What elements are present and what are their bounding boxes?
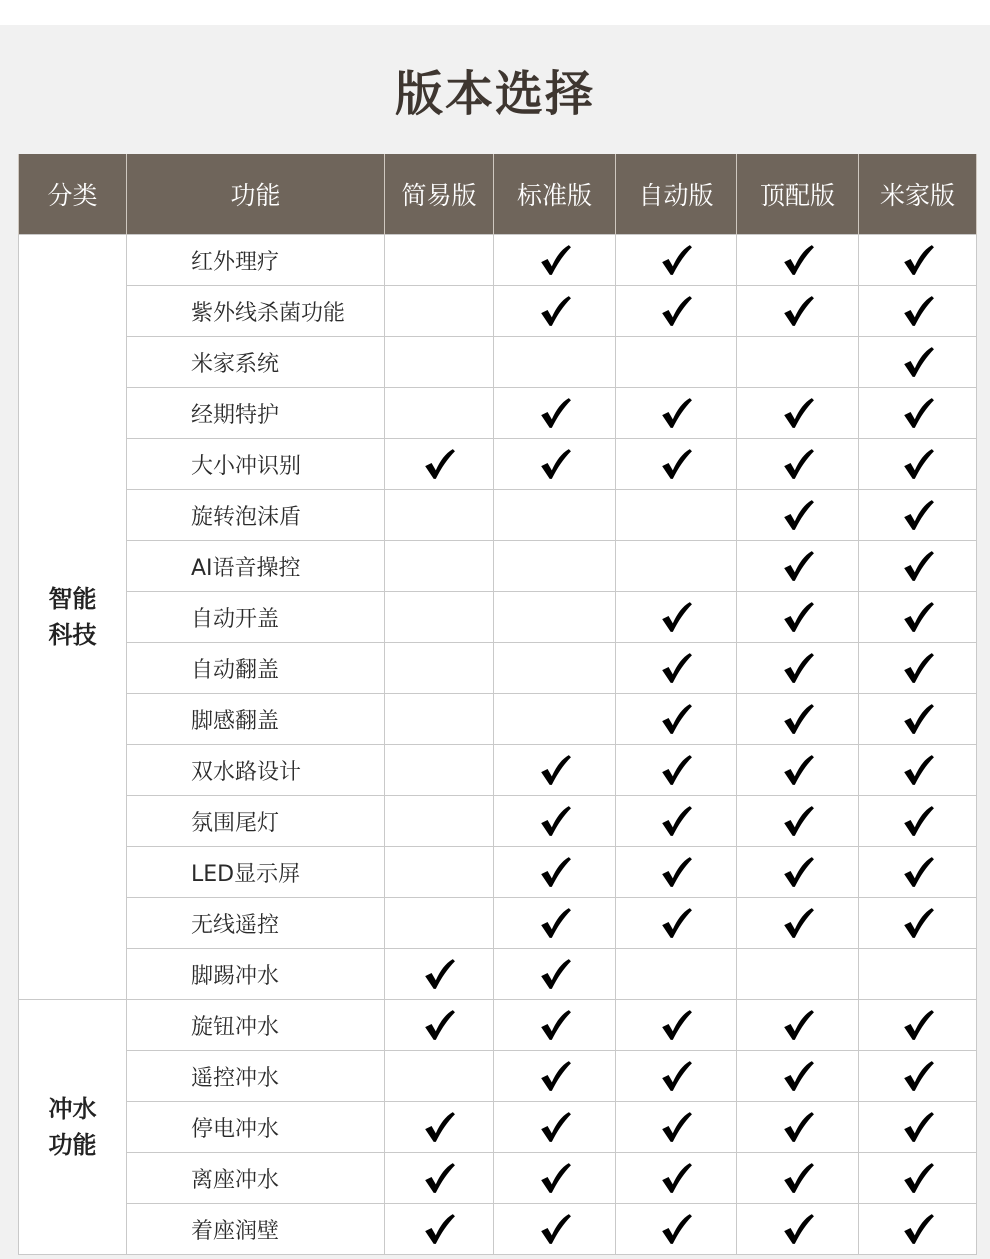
checkmark-icon <box>422 448 456 480</box>
feature-name: 双水路设计 <box>127 745 385 796</box>
checkmark-icon <box>781 1162 815 1194</box>
check-cell <box>494 1153 616 1204</box>
check-cell <box>616 898 737 949</box>
checkmark-icon <box>538 1111 572 1143</box>
checkmark-icon <box>659 295 693 327</box>
checkmark-icon <box>538 448 572 480</box>
check-cell <box>737 847 859 898</box>
check-cell <box>737 745 859 796</box>
feature-name: 离座冲水 <box>127 1153 385 1204</box>
empty-cell <box>385 388 494 439</box>
check-cell <box>494 439 616 490</box>
check-cell <box>616 592 737 643</box>
check-cell <box>859 898 977 949</box>
category-cell <box>19 1000 127 1255</box>
table-row <box>19 541 977 592</box>
feature-name: 遥控冲水 <box>127 1051 385 1102</box>
category-label-line: 功能 <box>48 1131 97 1159</box>
checkmark-icon <box>781 1009 815 1041</box>
check-cell <box>616 1051 737 1102</box>
checkmark-icon <box>781 652 815 684</box>
check-cell <box>859 1204 977 1255</box>
feature-name: 旋钮冲水 <box>127 1000 385 1051</box>
version-comparison-table <box>18 154 977 1255</box>
page-title: 版本选择 <box>394 66 595 122</box>
category-label-line: 科技 <box>48 621 97 649</box>
check-cell <box>616 439 737 490</box>
check-cell <box>859 235 977 286</box>
checkmark-icon <box>781 1111 815 1143</box>
checkmark-icon <box>781 805 815 837</box>
check-cell <box>737 1204 859 1255</box>
checkmark-icon <box>659 1213 693 1245</box>
check-cell <box>859 694 977 745</box>
checkmark-icon <box>781 295 815 327</box>
check-cell <box>859 490 977 541</box>
checkmark-icon <box>659 856 693 888</box>
check-cell <box>859 439 977 490</box>
empty-cell <box>616 949 737 1000</box>
checkmark-icon <box>422 1162 456 1194</box>
check-cell <box>737 286 859 337</box>
check-cell <box>737 1000 859 1051</box>
empty-cell <box>385 796 494 847</box>
check-cell <box>859 388 977 439</box>
checkmark-icon <box>901 1060 935 1092</box>
checkmark-icon <box>659 703 693 735</box>
empty-cell <box>385 541 494 592</box>
checkmark-icon <box>659 1060 693 1092</box>
checkmark-icon <box>781 397 815 429</box>
empty-cell <box>385 490 494 541</box>
checkmark-icon <box>422 1009 456 1041</box>
feature-name: 停电冲水 <box>127 1102 385 1153</box>
checkmark-icon <box>901 1111 935 1143</box>
table-row <box>19 1051 977 1102</box>
table-body <box>19 235 977 1255</box>
empty-cell <box>494 490 616 541</box>
empty-cell <box>385 847 494 898</box>
check-cell <box>859 796 977 847</box>
category-label-line: 冲水 <box>48 1095 97 1123</box>
check-cell <box>616 1153 737 1204</box>
header-simple-version: 简易版 <box>385 154 494 235</box>
check-cell <box>494 388 616 439</box>
empty-cell <box>385 592 494 643</box>
check-cell <box>737 1102 859 1153</box>
check-cell <box>385 1153 494 1204</box>
feature-name: 紫外线杀菌功能 <box>127 286 385 337</box>
checkmark-icon <box>901 652 935 684</box>
empty-cell <box>494 592 616 643</box>
check-cell <box>859 592 977 643</box>
feature-name: 脚感翻盖 <box>127 694 385 745</box>
header-row <box>19 154 977 235</box>
check-cell <box>494 898 616 949</box>
checkmark-icon <box>901 754 935 786</box>
checkmark-icon <box>781 1213 815 1245</box>
checkmark-icon <box>659 652 693 684</box>
table-row <box>19 796 977 847</box>
table-row <box>19 439 977 490</box>
check-cell <box>737 1051 859 1102</box>
checkmark-icon <box>781 499 815 531</box>
empty-cell <box>616 541 737 592</box>
checkmark-icon <box>659 1111 693 1143</box>
check-cell <box>859 847 977 898</box>
table-row <box>19 337 977 388</box>
check-cell <box>494 847 616 898</box>
checkmark-icon <box>659 805 693 837</box>
checkmark-icon <box>538 244 572 276</box>
empty-cell <box>616 337 737 388</box>
checkmark-icon <box>538 856 572 888</box>
checkmark-icon <box>901 397 935 429</box>
check-cell <box>494 1051 616 1102</box>
check-cell <box>859 1051 977 1102</box>
header-mijia-version: 米家版 <box>859 154 977 235</box>
checkmark-icon <box>901 907 935 939</box>
table-row <box>19 694 977 745</box>
empty-cell <box>385 1051 494 1102</box>
check-cell <box>385 439 494 490</box>
check-cell <box>385 1102 494 1153</box>
feature-name: 经期特护 <box>127 388 385 439</box>
empty-cell <box>494 643 616 694</box>
table-row <box>19 1153 977 1204</box>
feature-name: 大小冲识别 <box>127 439 385 490</box>
checkmark-icon <box>901 805 935 837</box>
table-row <box>19 847 977 898</box>
check-cell <box>859 1000 977 1051</box>
empty-cell <box>859 949 977 1000</box>
checkmark-icon <box>659 601 693 633</box>
header-top-version: 顶配版 <box>737 154 859 235</box>
check-cell <box>737 388 859 439</box>
header-standard-version: 标准版 <box>494 154 616 235</box>
check-cell <box>737 235 859 286</box>
table-row <box>19 235 977 286</box>
check-cell <box>859 541 977 592</box>
checkmark-icon <box>659 1009 693 1041</box>
checkmark-icon <box>781 754 815 786</box>
check-cell <box>616 694 737 745</box>
category-cell <box>19 235 127 1000</box>
check-cell <box>385 949 494 1000</box>
empty-cell <box>616 490 737 541</box>
category-label-line: 智能 <box>48 585 97 613</box>
checkmark-icon <box>659 907 693 939</box>
checkmark-icon <box>901 346 935 378</box>
empty-cell <box>494 541 616 592</box>
checkmark-icon <box>538 805 572 837</box>
checkmark-icon <box>901 1009 935 1041</box>
checkmark-icon <box>422 958 456 990</box>
checkmark-icon <box>659 754 693 786</box>
check-cell <box>737 1153 859 1204</box>
table-row <box>19 745 977 796</box>
feature-name: 米家系统 <box>127 337 385 388</box>
table-row <box>19 1204 977 1255</box>
check-cell <box>494 286 616 337</box>
checkmark-icon <box>901 601 935 633</box>
check-cell <box>616 235 737 286</box>
check-cell <box>737 490 859 541</box>
check-cell <box>859 745 977 796</box>
checkmark-icon <box>538 958 572 990</box>
check-cell <box>494 796 616 847</box>
table-row <box>19 898 977 949</box>
checkmark-icon <box>781 601 815 633</box>
check-cell <box>859 1153 977 1204</box>
check-cell <box>385 1204 494 1255</box>
empty-cell <box>494 694 616 745</box>
feature-name: LED显示屏 <box>127 847 385 898</box>
check-cell <box>737 439 859 490</box>
checkmark-icon <box>781 703 815 735</box>
checkmark-icon <box>901 499 935 531</box>
checkmark-icon <box>659 1162 693 1194</box>
empty-cell <box>737 337 859 388</box>
check-cell <box>616 796 737 847</box>
empty-cell <box>737 949 859 1000</box>
header-feature: 功能 <box>127 154 385 235</box>
feature-name: 红外理疗 <box>127 235 385 286</box>
checkmark-icon <box>538 907 572 939</box>
check-cell <box>737 643 859 694</box>
checkmark-icon <box>538 1162 572 1194</box>
table-row <box>19 1102 977 1153</box>
check-cell <box>494 1000 616 1051</box>
empty-cell <box>385 235 494 286</box>
check-cell <box>859 1102 977 1153</box>
checkmark-icon <box>901 1213 935 1245</box>
header-category: 分类 <box>19 154 127 235</box>
checkmark-icon <box>781 856 815 888</box>
check-cell <box>616 286 737 337</box>
checkmark-icon <box>659 448 693 480</box>
check-cell <box>616 643 737 694</box>
checkmark-icon <box>901 856 935 888</box>
checkmark-icon <box>538 754 572 786</box>
checkmark-icon <box>538 1213 572 1245</box>
check-cell <box>737 796 859 847</box>
check-cell <box>494 949 616 1000</box>
empty-cell <box>385 337 494 388</box>
check-cell <box>616 388 737 439</box>
checkmark-icon <box>422 1213 456 1245</box>
empty-cell <box>385 898 494 949</box>
table-row <box>19 286 977 337</box>
check-cell <box>737 541 859 592</box>
checkmark-icon <box>538 397 572 429</box>
check-cell <box>494 745 616 796</box>
table-row <box>19 592 977 643</box>
check-cell <box>737 592 859 643</box>
checkmark-icon <box>781 907 815 939</box>
check-cell <box>616 1000 737 1051</box>
checkmark-icon <box>781 244 815 276</box>
empty-cell <box>385 286 494 337</box>
checkmark-icon <box>538 1009 572 1041</box>
checkmark-icon <box>659 244 693 276</box>
checkmark-icon <box>901 1162 935 1194</box>
check-cell <box>616 847 737 898</box>
checkmark-icon <box>538 1060 572 1092</box>
check-cell <box>859 337 977 388</box>
feature-name: 氛围尾灯 <box>127 796 385 847</box>
table-row <box>19 949 977 1000</box>
feature-name: 旋转泡沫盾 <box>127 490 385 541</box>
check-cell <box>616 1204 737 1255</box>
checkmark-icon <box>659 397 693 429</box>
header-auto-version: 自动版 <box>616 154 737 235</box>
checkmark-icon <box>781 550 815 582</box>
feature-name: 自动翻盖 <box>127 643 385 694</box>
check-cell <box>616 745 737 796</box>
checkmark-icon <box>901 295 935 327</box>
feature-name: AI语音操控 <box>127 541 385 592</box>
table-row <box>19 490 977 541</box>
empty-cell <box>385 694 494 745</box>
feature-name: 自动开盖 <box>127 592 385 643</box>
empty-cell <box>494 337 616 388</box>
table-header <box>19 154 977 235</box>
feature-name: 脚踢冲水 <box>127 949 385 1000</box>
table-row <box>19 1000 977 1051</box>
checkmark-icon <box>538 295 572 327</box>
checkmark-icon <box>901 550 935 582</box>
checkmark-icon <box>901 448 935 480</box>
empty-cell <box>385 643 494 694</box>
checkmark-icon <box>781 448 815 480</box>
empty-cell <box>385 745 494 796</box>
check-cell <box>616 1102 737 1153</box>
feature-name: 无线遥控 <box>127 898 385 949</box>
check-cell <box>385 1000 494 1051</box>
table-row <box>19 643 977 694</box>
check-cell <box>737 694 859 745</box>
checkmark-icon <box>781 1060 815 1092</box>
check-cell <box>494 1204 616 1255</box>
check-cell <box>737 898 859 949</box>
check-cell <box>494 1102 616 1153</box>
checkmark-icon <box>901 244 935 276</box>
table-row <box>19 388 977 439</box>
check-cell <box>494 235 616 286</box>
checkmark-icon <box>901 703 935 735</box>
check-cell <box>859 643 977 694</box>
check-cell <box>859 286 977 337</box>
feature-name: 着座润壁 <box>127 1204 385 1255</box>
checkmark-icon <box>422 1111 456 1143</box>
